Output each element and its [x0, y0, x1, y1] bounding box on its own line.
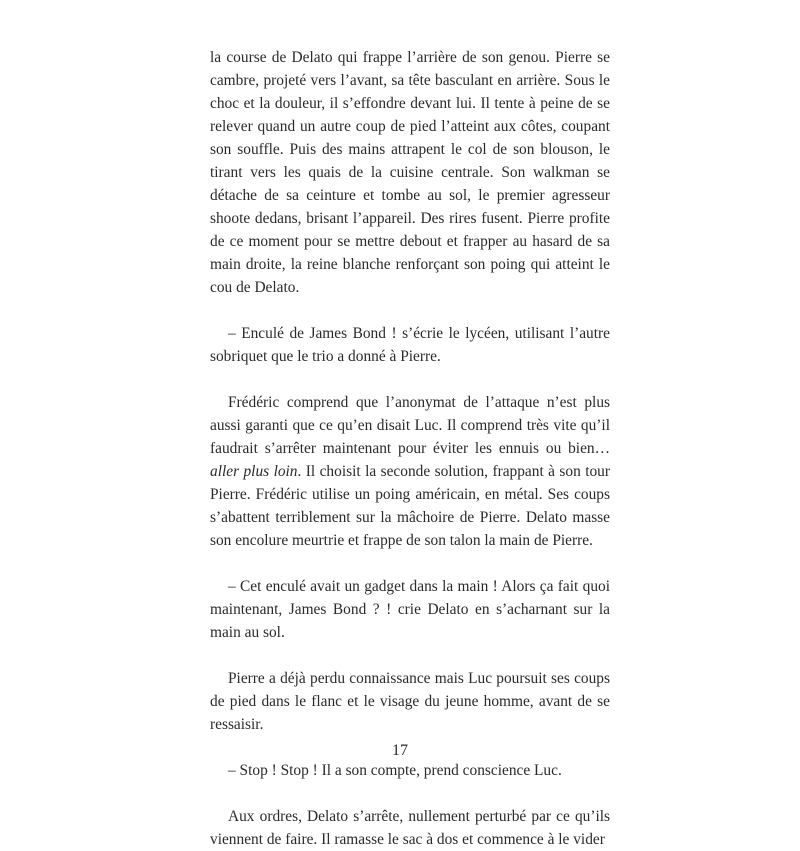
- paragraph-3: [210, 391, 610, 552]
- page-number: 17: [392, 742, 408, 759]
- paragraph-3-text-start: Frédéric comprend que l’anonymat de l’attaque n’est plus aussi garanti que ce qu’en disait Luc. Il comprend très vite qu’il faudrait s’arrêter maintenant pour éviter les ennuis ou bien…: [210, 394, 610, 457]
- paragraph-6-dialogue: – Stop ! Stop ! Il a son compte, prend conscience Luc.: [228, 762, 562, 779]
- paragraph-5: Pierre a déjà perdu connaissance mais Luc poursuit ses coups de pied dans le flanc et le visage du jeune homme, avant de se ressaisir.: [210, 670, 610, 733]
- paragraph-1: la course de Delato qui frappe l’arrière de son genou. Pierre se cambre, projeté vers l’avant, sa tête basculant en arrière. Sous le choc et la douleur, il s’effondre devant lui. Il tente à peine de se relever quand un autre coup de pied l’atteint aux côtes, coupant son souffle. Puis des mains attrapent le col de son blouson, le tirant vers les quais de la cuisine centrale. Son walkman se détache de sa ceinture et tombe au sol, le premier agresseur shoote dedans, brisant l’appareil. Des rires fusent. Pierre profite de ce moment pour se mettre debout et frapper au hasard de sa main droite, la reine blanche renforçant son poing qui atteint le cou de Delato.: [210, 49, 610, 296]
- book-page-body: [210, 46, 610, 851]
- paragraph-3-italic-phrase: aller plus loin: [210, 463, 298, 480]
- paragraph-2-dialogue: – Enculé de James Bond ! s’écrie le lycéen, utilisant l’autre sobriquet que le trio a donné à Pierre.: [210, 325, 610, 365]
- paragraph-7: Aux ordres, Delato s’arrête, nullement perturbé par ce qu’ils viennent de faire. Il ramasse le sac à dos et commence à le vider: [210, 808, 610, 848]
- paragraph-3-text-end: . Il choisit la seconde solution, frappant à son tour Pierre. Frédéric utilise un poing américain, en métal. Ses coups s’abattent terriblement sur la mâchoire de Pierre. Delato masse son encolure meurtrie et frappe de son talon la main de Pierre.: [210, 463, 610, 549]
- paragraph-4-dialogue: – Cet enculé avait un gadget dans la main ! Alors ça fait quoi maintenant, James Bond ? ! crie Delato en s’acharnant sur la main au sol.: [210, 578, 610, 641]
